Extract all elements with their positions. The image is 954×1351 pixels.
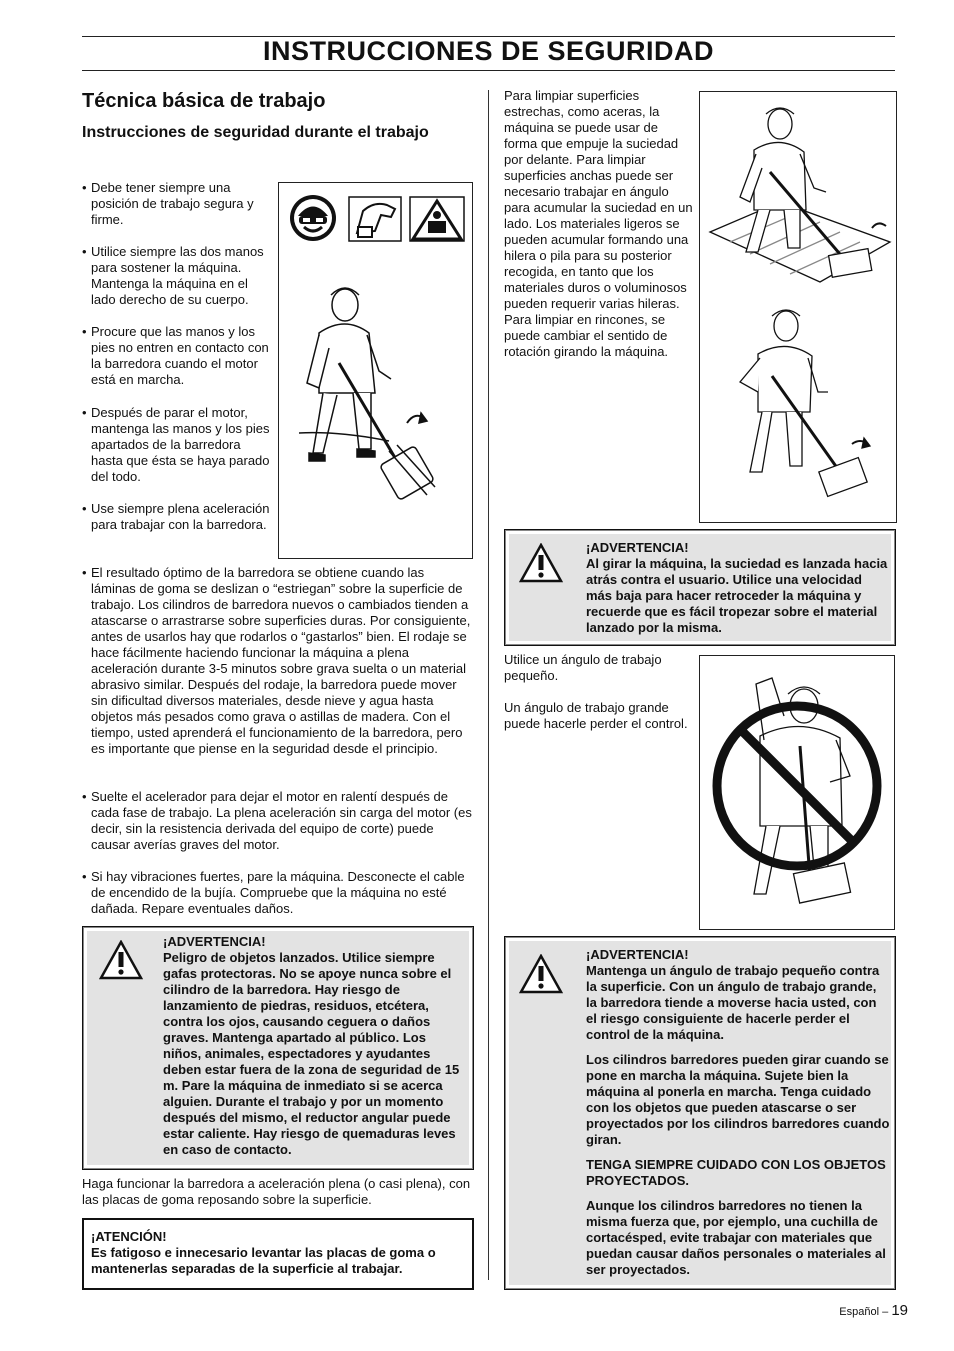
column-divider — [488, 90, 489, 1280]
bullet-item: • El resultado óptimo de la barredora se obtiene cuando las láminas de goma se deslizan o “estriegan” sobre la superficie de trabajo. Los cilindros de barredora nuevos o cambiados tienden a atascarse o arrastrarse sobre superficies duras. Por consiguiente, antes de usarlos hay que rodarlos o “gastarlos” bien. El rodaje se hace fácilmente haciendo funcionar la máquina a plena aceleración durante 3-5 minutos sobre grava suelta o un material abrasivo similar. Después del rodaje, la barredora puede mover sin dificultad diversos materiales, desde nieve y agua hasta objetos más pesados como grava o astillas de madera. Con el tiempo, usted aprenderá el funcionamiento de la barredora, pero es importante que piense en la seguridad desde el principio. — [82, 565, 471, 756]
attention-text: Es fatigoso e innecesario levantar las placas de goma o mantenerlas separadas de la superficie al trabajar. — [91, 1245, 436, 1276]
paragraph: Utilice un ángulo de trabajo pequeño. — [504, 652, 662, 683]
gloves-icon — [349, 197, 401, 241]
page-number: 19 — [891, 1302, 908, 1319]
warning-title: ¡ADVERTENCIA! — [586, 947, 689, 962]
subheading: Instrucciones de seguridad durante el trabajo — [82, 124, 429, 141]
warning-text: TENGA SIEMPRE CUIDADO CON LOS OBJETOS PROYECTADOS. — [586, 1157, 886, 1188]
paragraph: Haga funcionar la barredora a aceleración plena (o casi plena), con las placas de goma reposando sobre la superficie. — [82, 1176, 471, 1207]
helmet-visor-icon — [290, 195, 336, 241]
section-heading: Técnica básica de trabajo — [82, 90, 326, 112]
bullet-item: • Debe tener siempre una posición de trabajo segura y firme. — [82, 180, 254, 227]
operator-figure — [299, 288, 435, 500]
page-title: INSTRUCCIONES DE SEGURIDAD — [262, 36, 715, 66]
bullet-item: • Procure que las manos y los pies no entren en contacto con la barredora cuando el motor está en marcha. — [82, 324, 269, 387]
bullet-item: • Suelte el acelerador para dejar el motor en ralentí después de cada fase de trabajo. La plena aceleración sin carga del motor (es decir, sin la resistencia derivada del equipo de corte) puede causar averías graves del motor. — [82, 789, 472, 852]
bullet-item: • Utilice siempre las dos manos para sostener la máquina. Mantenga la máquina en el lado derecho de su cuerpo. — [82, 244, 264, 307]
read-manual-warning-icon — [410, 197, 464, 241]
warning-box — [504, 529, 896, 646]
warning-box — [82, 926, 474, 1170]
warning-box — [504, 936, 896, 1290]
bullet-item: • Use siempre plena aceleración para trabajar con la barredora. — [82, 501, 270, 532]
footer-language: Español — [839, 1306, 880, 1318]
bullet-item: • Si hay vibraciones fuertes, pare la máquina. Desconecte el cable de encendido de la bujía. Compruebe que la máquina no esté dañada. Repare eventuales daños. — [82, 869, 465, 916]
warning-triangle-icon — [99, 940, 143, 980]
attention-box — [82, 1218, 474, 1290]
illustration-prohibited-angle — [699, 655, 895, 930]
warning-title: ¡ADVERTENCIA! — [586, 540, 689, 555]
warning-text: Peligro de objetos lanzados. Utilice siempre gafas protectoras. No se apoye nunca sobre el cilindro de la barredora. Hay riesgo de lanzamiento de piedras, residuos, etcétera, contra los ojos, causando ceguera o daños graves. Mantenga apartado al público. Los niños, animales, espectadores y ayudantes deben estar fuera de la zona de seguridad de 15 m. Pare la máquina de inmediato si se acerca alguien. Durante el trabajo y por un momento después del mismo, el reductor angular puede estar caliente. Hay riesgo de quemaduras leves en caso de contacto. — [163, 950, 460, 1157]
operator-figure-bottom — [740, 310, 870, 496]
illustration-operator-safety — [278, 182, 473, 559]
footer-dash: – — [882, 1306, 889, 1318]
warning-text: Al girar la máquina, la suciedad es lanzada hacia atrás contra el usuario. Utilice una velocidad más baja para hacer retroceder la máquina y recuerde que es fácil tropezar sobre el material lanzado por la misma. — [586, 556, 888, 635]
attention-title: ¡ATENCIÓN! — [91, 1229, 167, 1244]
warning-title: ¡ADVERTENCIA! — [163, 934, 266, 949]
paragraph: Para limpiar superficies estrechas, como aceras, la máquina se puede usar de forma que empuje la suciedad por delante. Para limpiar superficies anchas puede ser necesario trabajar en ángulo para acumular la suciedad en un lado. Los materiales ligeros se pueden acumular formando una hilera o pila para su posterior recogida, en tanto que los materiales duros o voluminosos pueden requerir varias hileras. Para limpiar en rincones, se puede cambiar el sentido de rotación girando la máquina. — [504, 88, 693, 359]
bullet-item: • Después de parar el motor, mantenga las manos y los pies apartados de la barredora hasta que ésta se haya parado del todo. — [82, 405, 270, 484]
page-footer — [839, 1302, 908, 1319]
warning-text: Mantenga un ángulo de trabajo pequeño contra la superficie. Con un ángulo de trabajo grande, la barredora tiende a moverse hacia usted, con el riesgo consiguiente de hacerle perder el control de la máquina. — [586, 963, 880, 1042]
operator-figure-top — [710, 108, 890, 282]
header-rule-bottom — [82, 70, 895, 71]
warning-text: Aunque los cilindros barredores no tienen la misma fuerza que, por ejemplo, una cuchilla de cortacésped, evite trabajar con materiales que puedan causar daños personales o materiales al ser proyectados. — [586, 1198, 886, 1277]
warning-triangle-icon — [519, 543, 563, 583]
illustration-sweeping-directions — [699, 91, 897, 523]
warning-text: Los cilindros barredores pueden girar cuando se pone en marcha la máquina. Sujete bien la máquina al ponerla en marcha. Tenga cuidado con los objetos que pueden atascarse o ser proyectados por los cilindros barredores cuando giran. — [586, 1052, 890, 1147]
paragraph: Un ángulo de trabajo grande puede hacerle perder el control. — [504, 700, 688, 731]
warning-triangle-icon — [519, 954, 563, 994]
